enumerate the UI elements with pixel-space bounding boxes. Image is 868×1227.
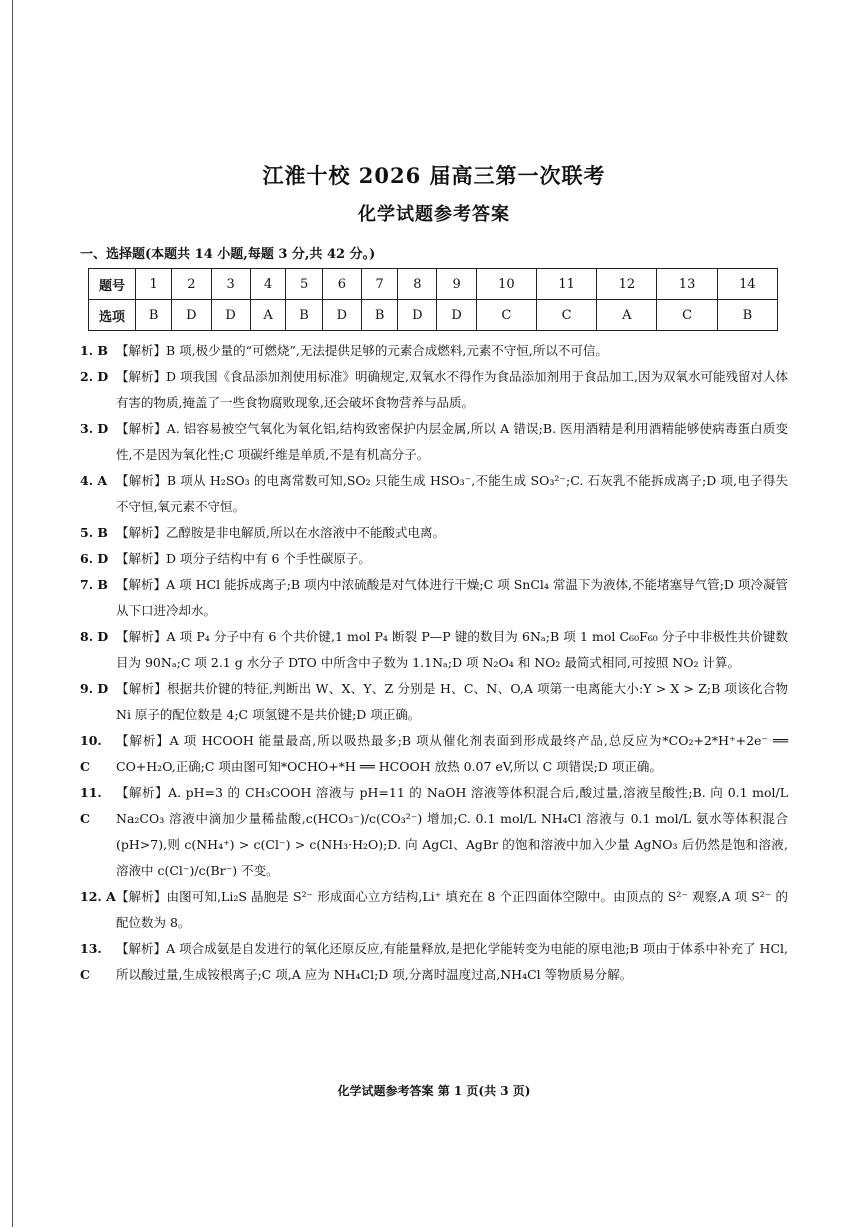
explanation-item: [80, 728, 788, 780]
explanation-item: [80, 572, 788, 624]
question-number: 10: [476, 269, 536, 300]
item-number: 5. B: [80, 525, 108, 540]
answer-choice: B: [361, 300, 397, 331]
answer-choice: A: [250, 300, 286, 331]
document-subtitle: 化学试题参考答案: [358, 204, 510, 225]
item-text: 【解析】A 项合成氨是自发进行的氧化还原反应,有能量释放,是把化学能转变为电能的原电池;B 项由于体系中补充了 HCl,所以酸过量,生成铵根离子;C 项,A 应为 NH₄Cl;D 项,分离时温度过高,NH₄Cl 等物质易分解。: [116, 941, 788, 982]
answer-choice: D: [211, 300, 250, 331]
answer-choice: A: [597, 300, 657, 331]
explanation-item: [80, 520, 788, 546]
item-number: 8. D: [80, 629, 109, 644]
answer-choice: C: [536, 300, 596, 331]
question-number: 7: [361, 269, 397, 300]
answer-choice: D: [322, 300, 361, 331]
item-text: 【解析】A. 铝容易被空气氧化为氧化铝,结构致密保护内层金属,所以 A 错误;B. 医用酒精是利用酒精能够使病毒蛋白质变性,不是因为氧化性;C 项碳纤维是单质,不是有机高分子。: [116, 421, 788, 462]
question-number: 14: [717, 269, 777, 300]
explanation-item: [80, 468, 788, 520]
answer-choice: C: [476, 300, 536, 331]
question-number: 1: [136, 269, 172, 300]
row-label-number: 题号: [89, 269, 136, 300]
item-text: 【解析】由图可知,Li₂S 晶胞是 S²⁻ 形成面心立方结构,Li⁺ 填充在 8 个正四面体空隙中。由顶点的 S²⁻ 观察,A 项 S²⁻ 的配位数为 8。: [116, 889, 788, 930]
document-title: 江淮十校 2026 届高三第一次联考: [262, 163, 606, 188]
answer-choice: B: [136, 300, 172, 331]
explanation-item: [80, 624, 788, 676]
page-footer: 化学试题参考答案 第 1 页(共 3 页): [337, 1084, 531, 1098]
explanation-item: [80, 936, 788, 988]
item-number: 11. C: [80, 785, 102, 826]
item-text: 【解析】根据共价键的特征,判断出 W、X、Y、Z 分别是 H、C、N、O,A 项第一电离能大小:Y > X > Z;B 项该化合物 Ni 原子的配位数是 4;C 项氢键不是共价键;D 项正确。: [116, 681, 788, 722]
explanation-list: [80, 338, 788, 988]
question-number: 5: [286, 269, 322, 300]
row-label-answer: 选项: [89, 300, 136, 331]
answer-row: [89, 300, 778, 331]
explanation-item: [80, 364, 788, 416]
item-text: 【解析】A 项 P₄ 分子中有 6 个共价键,1 mol P₄ 断裂 P—P 键的数目为 6Nₐ;B 项 1 mol C₆₀F₆₀ 分子中非极性共价键数目为 90Nₐ;C 项 2.1 g 水分子 DTO 中所含中子数为 1.1Nₐ;D 项 N₂O₄ 和 NO₂ 最简式相同,可按照 NO₂ 计算。: [116, 629, 788, 670]
item-text: 【解析】D 项分子结构中有 6 个手性碳原子。: [116, 551, 371, 566]
answer-choice: D: [398, 300, 437, 331]
item-number: 9. D: [80, 681, 109, 696]
item-number: 1. B: [80, 343, 108, 358]
item-number: 13. C: [80, 941, 102, 982]
question-number: 12: [597, 269, 657, 300]
item-number: 7. B: [80, 577, 108, 592]
answer-choice: C: [657, 300, 717, 331]
item-number: 3. D: [80, 421, 109, 436]
answer-choice: B: [286, 300, 322, 331]
question-number: 6: [322, 269, 361, 300]
explanation-item: [80, 416, 788, 468]
explanation-item: [80, 546, 788, 572]
item-text: 【解析】A 项 HCOOH 能量最高,所以吸热最多;B 项从催化剂表面到形成最终产品,总反应为*CO₂+2*H⁺+2e⁻ ══ CO+H₂O,正确;C 项由图可知*OCHO+*H ══ HCOOH 放热 0.07 eV,所以 C 项错误;D 项正确。: [116, 733, 788, 774]
item-text: 【解析】乙醇胺是非电解质,所以在水溶液中不能酸式电离。: [116, 525, 445, 540]
question-number: 9: [437, 269, 476, 300]
question-number: 3: [211, 269, 250, 300]
item-text: 【解析】A. pH=3 的 CH₃COOH 溶液与 pH=11 的 NaOH 溶液等体积混合后,酸过量,溶液呈酸性;B. 向 0.1 mol/L Na₂CO₃ 溶液中滴加少量稀盐酸,c(HCO₃⁻)/c(CO₃²⁻) 增加;C. 0.1 mol/L NH₄Cl 溶液与 0.1 mol/L 氨水等体积混合(pH>7),则 c(NH₄⁺) > c(Cl⁻) > c(NH₃·H₂O);D. 向 AgCl、AgBr 的饱和溶液中加入少量 AgNO₃ 后仍然是饱和溶液,溶液中 c(Cl⁻)/c(Br⁻) 不变。: [116, 785, 788, 878]
section-heading: 一、选择题(本题共 14 小题,每题 3 分,共 42 分。): [80, 247, 376, 262]
question-number: 8: [398, 269, 437, 300]
item-text: 【解析】D 项我国《食品添加剂使用标准》明确规定,双氧水不得作为食品添加剂用于食品加工,因为双氧水可能残留对人体有害的物质,掩盖了一些食物腐败现象,还会破坏食物营养与品质。: [116, 369, 788, 410]
item-number: 6. D: [80, 551, 109, 566]
answer-choice: D: [437, 300, 476, 331]
answer-table: [88, 268, 778, 331]
item-text: 【解析】B 项从 H₂SO₃ 的电离常数可知,SO₂ 只能生成 HSO₃⁻,不能生成 SO₃²⁻;C. 石灰乳不能拆成离子;D 项,电子得失不守恒,氧元素不守恒。: [116, 473, 788, 514]
question-number: 11: [536, 269, 596, 300]
item-number: 10. C: [80, 733, 102, 774]
answer-choice: D: [172, 300, 211, 331]
explanation-item: [80, 884, 788, 936]
question-number: 4: [250, 269, 286, 300]
item-text: 【解析】A 项 HCl 能拆成离子;B 项内中浓硫酸是对气体进行干燥;C 项 SnCl₄ 常温下为液体,不能堵塞导气管;D 项冷凝管从下口进冷却水。: [116, 577, 788, 618]
question-number: 13: [657, 269, 717, 300]
item-text: 【解析】B 项,极少量的“可燃烧”,无法提供足够的元素合成燃料,元素不守恒,所以不可信。: [116, 343, 608, 358]
item-number: 12. A: [80, 889, 116, 904]
explanation-item: [80, 780, 788, 884]
item-number: 2. D: [80, 369, 109, 384]
answer-choice: B: [717, 300, 777, 331]
question-number: 2: [172, 269, 211, 300]
item-number: 4. A: [80, 473, 108, 488]
explanation-item: [80, 676, 788, 728]
question-number-row: [89, 269, 778, 300]
explanation-item: [80, 338, 788, 364]
